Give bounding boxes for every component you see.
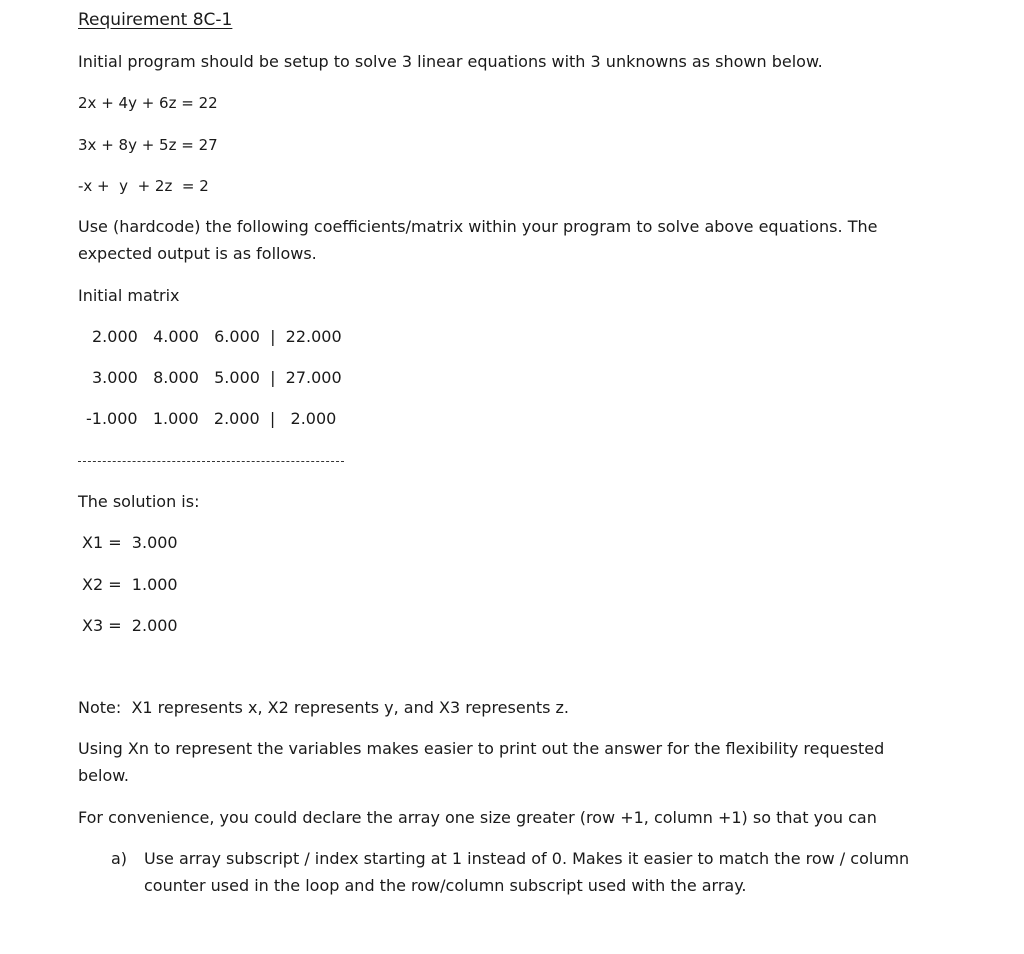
equation-3: -x + y + 2z = 2 — [78, 177, 209, 195]
list-item-a-marker: a) — [111, 849, 128, 868]
list-item-a-line-1: Use array subscript / index starting at 1 instead of 0. Makes it easier to match the row / column — [144, 849, 910, 868]
note-paragraph: Note: X1 represents x, X2 represents y, and X3 represents z. — [78, 698, 570, 717]
matrix-row-1: 2.000 4.000 6.000 | 22.000 — [92, 327, 342, 346]
matrix-label: Initial matrix — [78, 286, 180, 305]
matrix-row-3: -1.000 1.000 2.000 | 2.000 — [86, 409, 337, 428]
using-line-2: below. — [78, 766, 129, 785]
list-item-a-line-2: counter used in the loop and the row/column subscript used with the array. — [144, 876, 747, 895]
separator-dashed-line — [78, 461, 344, 462]
instructions-line-1: Use (hardcode) the following coefficients/matrix within your program to solve above equations. The — [78, 217, 878, 236]
equation-1: 2x + 4y + 6z = 22 — [78, 94, 218, 112]
equation-2: 3x + 8y + 5z = 27 — [78, 136, 218, 154]
solution-x3: X3 = 2.000 — [82, 616, 178, 635]
matrix-row-2: 3.000 8.000 5.000 | 27.000 — [92, 368, 342, 387]
solution-x1: X1 = 3.000 — [82, 533, 178, 552]
using-line-1: Using Xn to represent the variables makes easier to print out the answer for the flexibility requested — [78, 739, 885, 758]
solution-x2: X2 = 1.000 — [82, 575, 178, 594]
instructions-line-2: expected output is as follows. — [78, 244, 317, 263]
intro-paragraph: Initial program should be setup to solve 3 linear equations with 3 unknowns as shown below. — [78, 52, 823, 71]
convenience-paragraph: For convenience, you could declare the array one size greater (row +1, column +1) so that you can — [78, 808, 877, 827]
requirement-heading: Requirement 8C-1 — [78, 10, 233, 30]
solution-label: The solution is: — [78, 492, 200, 511]
